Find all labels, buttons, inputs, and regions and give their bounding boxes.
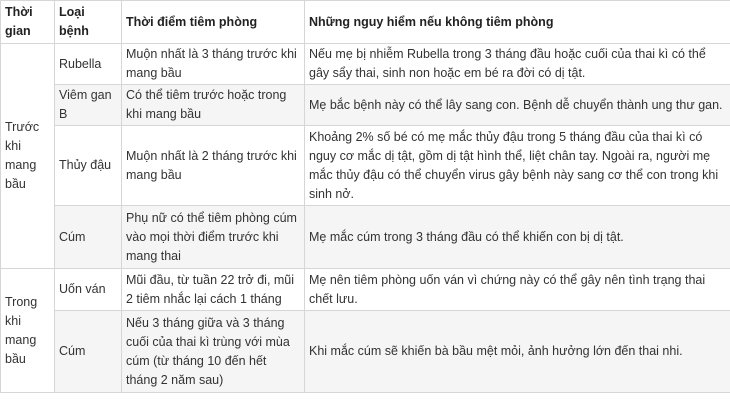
header-disease: Loại bệnh xyxy=(55,1,122,44)
danger-cell: Mẹ nên tiêm phòng uốn ván vì chứng này có thể gây nên tình trạng thai chết lưu. xyxy=(305,269,730,311)
table-row xyxy=(1,126,730,206)
table-row xyxy=(1,269,730,311)
table-header-row xyxy=(1,1,730,44)
disease-cell: Viêm gan B xyxy=(55,85,122,126)
timing-cell: Phụ nữ có thể tiêm phòng cúm vào mọi thời điểm trước khi mang thai xyxy=(122,206,305,269)
table-row xyxy=(1,206,730,269)
table-row xyxy=(1,44,730,85)
timing-cell: Có thể tiêm trước hoặc trong khi mang bầu xyxy=(122,85,305,126)
header-danger: Những nguy hiểm nếu không tiêm phòng xyxy=(305,1,730,44)
timing-cell: Nếu 3 tháng giữa và 3 tháng cuối của thai kì trùng với mùa cúm (từ tháng 10 đến hết tháng 2 năm sau) xyxy=(122,311,305,393)
disease-cell: Thủy đậu xyxy=(55,126,122,206)
timing-cell: Muộn nhất là 2 tháng trước khi mang bầu xyxy=(122,126,305,206)
period-cell: Trước khi mang bầu xyxy=(1,44,55,269)
danger-cell: Mẹ bắc bệnh này có thể lây sang con. Bệnh dễ chuyển thành ung thư gan. xyxy=(305,85,730,126)
timing-cell: Mũi đầu, từ tuần 22 trở đi, mũi 2 tiêm nhắc lại cách 1 tháng xyxy=(122,269,305,311)
danger-cell: Nếu mẹ bị nhiễm Rubella trong 3 tháng đầu hoặc cuối của thai kì có thể gây sẩy thai, sinh non hoặc em bé ra đời có dị tật. xyxy=(305,44,730,85)
disease-cell: Cúm xyxy=(55,206,122,269)
danger-cell: Khi mắc cúm sẽ khiến bà bầu mệt mỏi, ảnh hưởng lớn đến thai nhi. xyxy=(305,311,730,393)
timing-cell: Muộn nhất là 3 tháng trước khi mang bầu xyxy=(122,44,305,85)
disease-cell: Uốn ván xyxy=(55,269,122,311)
header-period: Thời gian xyxy=(1,1,55,44)
table-row xyxy=(1,85,730,126)
table-row xyxy=(1,311,730,393)
disease-cell: Rubella xyxy=(55,44,122,85)
period-cell: Trong khi mang bầu xyxy=(1,269,55,393)
disease-cell: Cúm xyxy=(55,311,122,393)
header-timing: Thời điểm tiêm phòng xyxy=(122,1,305,44)
danger-cell: Khoảng 2% số bé có mẹ mắc thủy đậu trong 5 tháng đầu của thai kì có nguy cơ mắc dị tật, gồm dị tật hình thể, liệt chân tay. Ngoài ra, người mẹ mắc thủy đậu có thể chuyển virus gây bệnh này sang cơ thể con trong khi sinh nở. xyxy=(305,126,730,206)
danger-cell: Mẹ mắc cúm trong 3 tháng đầu có thể khiến con bị dị tật. xyxy=(305,206,730,269)
